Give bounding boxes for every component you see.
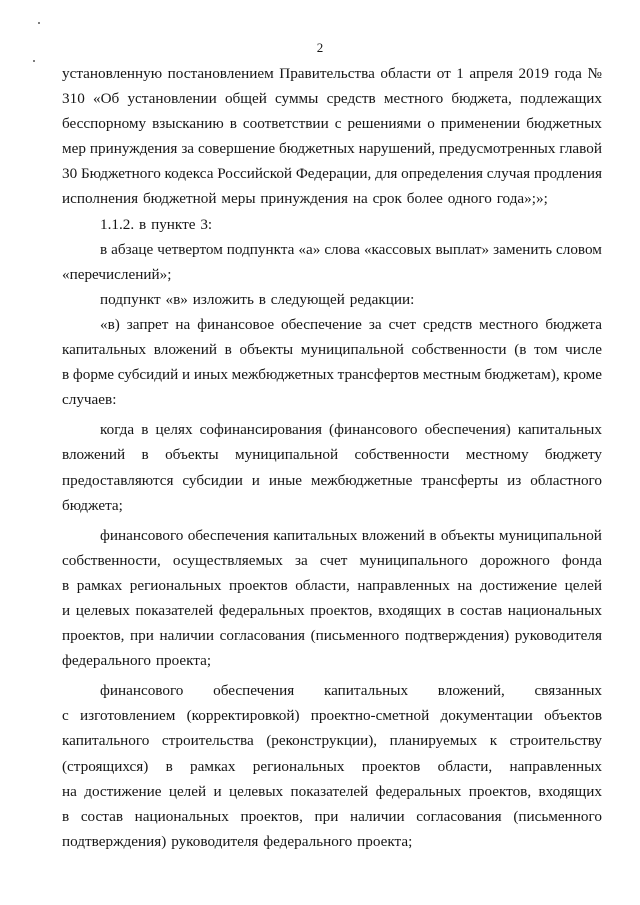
text-line — [62, 387, 602, 412]
text-word: региональных — [252, 757, 345, 775]
text-word: капитального — [62, 732, 150, 750]
text-word: случаев: — [62, 391, 117, 409]
text-word: установленную — [62, 65, 163, 82]
text-word: в — [62, 576, 70, 594]
text-word: вложений — [153, 341, 217, 359]
text-word: в — [62, 807, 70, 825]
text-word: апреля — [469, 65, 513, 82]
text-word: наличии — [159, 627, 215, 645]
text-word: трансферты — [421, 471, 499, 489]
text-line — [62, 312, 602, 337]
text-word: Правительства — [279, 65, 375, 82]
text-word: на — [62, 782, 77, 800]
text-word: местному — [465, 446, 529, 464]
text-word: Федерации, — [295, 165, 372, 183]
text-word: и — [182, 366, 191, 384]
text-word: в — [100, 240, 108, 258]
text-word: области, — [437, 757, 493, 775]
text-word: с — [62, 707, 69, 725]
text-line — [62, 573, 602, 598]
text-word: обеспечения) — [424, 421, 511, 439]
text-word: подтверждения) — [404, 627, 510, 645]
text-word: совершение — [197, 140, 276, 158]
text-word: года — [554, 65, 582, 82]
document-body — [62, 61, 602, 854]
text-word: при — [314, 807, 339, 825]
text-line — [62, 61, 602, 86]
text-word: достижение — [84, 782, 162, 800]
text-word: для — [375, 165, 398, 183]
text-word: редакции: — [349, 290, 415, 308]
text-word: 2019 — [518, 65, 549, 82]
text-word: достижение — [479, 576, 558, 594]
text-word: меры — [221, 190, 256, 208]
text-word: когда — [100, 421, 135, 439]
text-word: в — [62, 366, 70, 384]
text-word: проектов, — [240, 807, 303, 825]
text-word: «перечислений»; — [62, 265, 172, 283]
text-word: средств — [326, 90, 376, 108]
text-word: 3: — [200, 215, 213, 233]
text-word: иные — [268, 471, 303, 489]
text-word: проектов — [229, 576, 288, 594]
text-line — [62, 161, 602, 186]
text-line — [62, 212, 602, 237]
text-word: планируемых — [389, 732, 478, 750]
text-word: «в» — [165, 290, 188, 308]
text-word: за — [181, 140, 195, 158]
text-word: вложений — [62, 446, 126, 464]
text-line — [62, 648, 602, 673]
text-word: том — [534, 341, 558, 359]
text-word: проектов, — [62, 627, 125, 645]
text-word: главой — [559, 140, 602, 158]
text-word: года»;»; — [496, 190, 548, 208]
text-word: подлежащих — [520, 90, 602, 108]
text-word: проекта; — [155, 652, 212, 670]
text-word: подпункта — [226, 240, 295, 258]
text-line — [62, 468, 602, 493]
text-word: изготовлением — [80, 707, 176, 725]
text-word: области, — [295, 576, 350, 594]
text-word: рамках — [190, 757, 236, 775]
text-word: состав — [459, 601, 503, 619]
text-word: нарушений, — [358, 140, 436, 158]
text-word: пункте — [151, 215, 196, 233]
text-word: бюджету — [544, 446, 602, 464]
text-word: проекта; — [357, 832, 413, 850]
text-word: бесспорному — [62, 115, 147, 133]
text-word: (письменного — [513, 807, 602, 825]
text-word: решениями — [347, 115, 422, 133]
text-line — [62, 362, 602, 387]
text-word: «а» — [298, 240, 321, 258]
text-word: целевых — [75, 601, 130, 619]
text-word: иных — [193, 366, 228, 384]
text-word: местного — [479, 315, 539, 333]
text-word: объекты — [239, 341, 294, 359]
text-word: Бюджетного — [80, 165, 161, 183]
text-word: за — [368, 315, 382, 333]
text-word: направленных — [509, 757, 602, 775]
text-word: руководителя — [514, 627, 602, 645]
text-word: бюджетных — [279, 140, 355, 158]
text-word: согласования — [219, 627, 306, 645]
text-word: финансового — [100, 682, 184, 700]
text-word: срок — [372, 190, 402, 208]
text-word: к — [489, 732, 498, 750]
text-word: средств — [422, 315, 473, 333]
text-word: собственности, — [62, 551, 161, 569]
text-word: запрет — [126, 315, 169, 333]
text-word: региональных — [129, 576, 222, 594]
text-word: 1 — [456, 65, 464, 82]
text-word: предусмотренных — [438, 140, 556, 158]
text-word: определения — [401, 165, 484, 183]
text-line — [62, 548, 602, 573]
text-word: федеральных — [375, 782, 462, 800]
text-word: в — [165, 757, 173, 775]
text-word: связанных — [534, 682, 602, 700]
text-word: межбюджетных — [231, 366, 334, 384]
text-line — [62, 417, 602, 442]
text-line — [62, 678, 602, 703]
text-word: кодекса — [164, 165, 214, 183]
text-word: осуществляемых — [172, 551, 283, 569]
text-word: «Об — [92, 90, 120, 108]
text-word: вложений, — [437, 682, 505, 700]
text-word: счет — [388, 315, 417, 333]
text-word: финансовое — [197, 315, 275, 333]
text-word: выплат» — [435, 240, 490, 258]
text-word: (финансового — [329, 421, 418, 439]
text-word: форме — [72, 366, 115, 384]
text-word: муниципальной — [235, 446, 339, 464]
text-word: бюджетных — [526, 115, 602, 133]
text-word: продления — [533, 165, 602, 183]
text-word: капитальных — [323, 682, 409, 700]
text-word: 30 — [62, 165, 78, 183]
text-word: принуждения — [260, 190, 348, 208]
text-word: фонда — [561, 551, 602, 569]
page-number: 2 — [316, 40, 324, 55]
text-word: целей — [564, 576, 602, 594]
text-word: счет — [319, 551, 348, 569]
text-word: подтверждения) — [62, 832, 167, 850]
text-word: строительства — [161, 732, 254, 750]
text-word: федерального — [62, 652, 151, 670]
text-word: бюджетам), — [484, 366, 560, 384]
text-word: дорожного — [480, 551, 550, 569]
text-word: числе — [565, 341, 602, 359]
text-word: федеральных — [218, 601, 305, 619]
text-word: целях — [155, 421, 193, 439]
text-word: муниципального — [359, 551, 468, 569]
text-word: (реконструкции), — [266, 732, 378, 750]
text-word: «кассовых — [363, 240, 432, 258]
text-word: установлении — [127, 90, 217, 108]
text-word: бюджета; — [62, 496, 123, 514]
text-word: заменить — [493, 240, 553, 258]
text-word: Российской — [217, 165, 293, 183]
text-word: и — [251, 471, 260, 489]
text-line — [62, 623, 602, 648]
text-word: принуждения — [89, 140, 178, 158]
text-word: за — [295, 551, 308, 569]
text-word: капитальных — [273, 526, 358, 544]
text-word: случая — [486, 165, 531, 183]
text-word: показателей — [135, 601, 214, 619]
text-word: в — [139, 215, 147, 233]
text-word: проектов, — [310, 601, 373, 619]
text-line — [62, 598, 602, 623]
text-line — [62, 136, 602, 161]
text-word: в — [141, 421, 149, 439]
text-word: обеспечения — [213, 682, 295, 700]
text-word: в — [141, 446, 149, 464]
text-word: объекты — [165, 446, 219, 464]
text-word: в — [258, 290, 266, 308]
text-line — [62, 442, 602, 467]
text-line — [62, 703, 602, 728]
text-word: направленных — [357, 576, 450, 594]
scan-speck — [38, 22, 40, 24]
text-line — [62, 754, 602, 779]
text-word: местного — [383, 90, 444, 108]
text-word: слова — [324, 240, 360, 258]
text-line — [62, 337, 602, 362]
text-word: исполнения — [62, 190, 139, 208]
text-word: софинансирования — [199, 421, 322, 439]
text-word: входящих — [378, 601, 442, 619]
text-line — [62, 237, 602, 262]
text-line — [62, 86, 602, 111]
text-word: четвертом — [157, 240, 223, 258]
text-word: изложить — [192, 290, 254, 308]
text-line — [62, 804, 602, 829]
text-word: на — [175, 315, 191, 333]
text-word: входящих — [538, 782, 602, 800]
text-word: местным — [422, 366, 481, 384]
text-word: целей — [168, 782, 207, 800]
text-word: обеспечения — [187, 526, 269, 544]
text-word: показателей — [290, 782, 369, 800]
text-word: абзаце — [111, 240, 154, 258]
text-word: «в) — [100, 315, 120, 333]
text-word: проектно-сметной — [310, 707, 430, 725]
text-word: от — [436, 65, 451, 82]
text-line — [62, 779, 602, 804]
text-word: проектов, — [468, 782, 532, 800]
text-word: субсидии — [182, 471, 243, 489]
text-word: муниципальной — [300, 341, 404, 359]
text-word: более — [406, 190, 443, 208]
text-word: межбюджетные — [310, 471, 413, 489]
text-word: применении — [440, 115, 521, 133]
text-word: о — [427, 115, 435, 133]
text-word: кроме — [563, 366, 602, 384]
text-word: вложений — [361, 526, 425, 544]
text-line — [62, 111, 602, 136]
text-word: документации — [440, 707, 533, 725]
text-word: (в — [514, 341, 527, 359]
text-word: взысканию — [152, 115, 224, 133]
text-word: капитальных — [517, 421, 602, 439]
text-word: и — [213, 782, 222, 800]
text-word: в — [229, 115, 237, 133]
text-word: одного — [447, 190, 492, 208]
text-word: 310 — [62, 90, 85, 108]
text-word: и — [62, 601, 71, 619]
text-word: бюджетной — [142, 190, 217, 208]
scan-speck — [33, 60, 35, 62]
text-line — [62, 493, 602, 518]
text-word: (строящихся) — [62, 757, 149, 775]
text-word: муниципальной — [498, 526, 602, 544]
text-word: на — [352, 190, 368, 208]
text-word: при — [130, 627, 154, 645]
text-word: капитальных — [62, 341, 147, 359]
text-line — [62, 728, 602, 753]
text-word: обеспечение — [281, 315, 362, 333]
text-word: мер — [62, 140, 86, 158]
text-word: области — [380, 65, 432, 82]
text-line — [62, 186, 602, 211]
text-word: руководителя — [171, 832, 259, 850]
text-word: бюджета, — [451, 90, 512, 108]
text-word: федерального — [263, 832, 353, 850]
text-word: объектов — [544, 707, 602, 725]
text-line — [62, 829, 602, 854]
text-word: финансового — [100, 526, 184, 544]
text-word: общей — [224, 90, 267, 108]
text-word: подпункт — [100, 290, 161, 308]
text-word: собственности — [354, 446, 450, 464]
text-word: национальных — [507, 601, 602, 619]
text-word: трансфертов — [337, 366, 420, 384]
text-word: № — [587, 65, 602, 82]
text-word: собственности — [411, 341, 507, 359]
text-word: в — [224, 341, 232, 359]
text-word: состав — [80, 807, 124, 825]
text-word: на — [457, 576, 473, 594]
text-word: строительству — [509, 732, 602, 750]
text-word: следующей — [270, 290, 345, 308]
text-word: суммы — [275, 90, 319, 108]
text-word: проектов — [361, 757, 421, 775]
text-word: целевых — [228, 782, 284, 800]
text-word: в — [447, 601, 455, 619]
text-word: соответствии — [242, 115, 329, 133]
text-line — [62, 287, 602, 312]
text-word: постановлением — [167, 65, 274, 82]
text-word: с — [334, 115, 342, 133]
text-word: (корректировкой) — [186, 707, 300, 725]
text-word: объекты — [440, 526, 495, 544]
text-word: предоставляются — [62, 471, 174, 489]
text-line — [62, 523, 602, 548]
text-word: областного — [530, 471, 602, 489]
text-word: согласования — [416, 807, 502, 825]
text-word: (письменного — [310, 627, 400, 645]
text-word: национальных — [134, 807, 229, 825]
text-word: в — [429, 526, 437, 544]
text-word: из — [507, 471, 522, 489]
text-word: бюджета — [545, 315, 602, 333]
text-word: рамках — [76, 576, 123, 594]
text-line — [62, 262, 602, 287]
text-word: 1.1.2. — [100, 215, 135, 233]
text-word: субсидий — [117, 366, 179, 384]
text-word: наличии — [350, 807, 405, 825]
text-word: словом — [556, 240, 602, 258]
